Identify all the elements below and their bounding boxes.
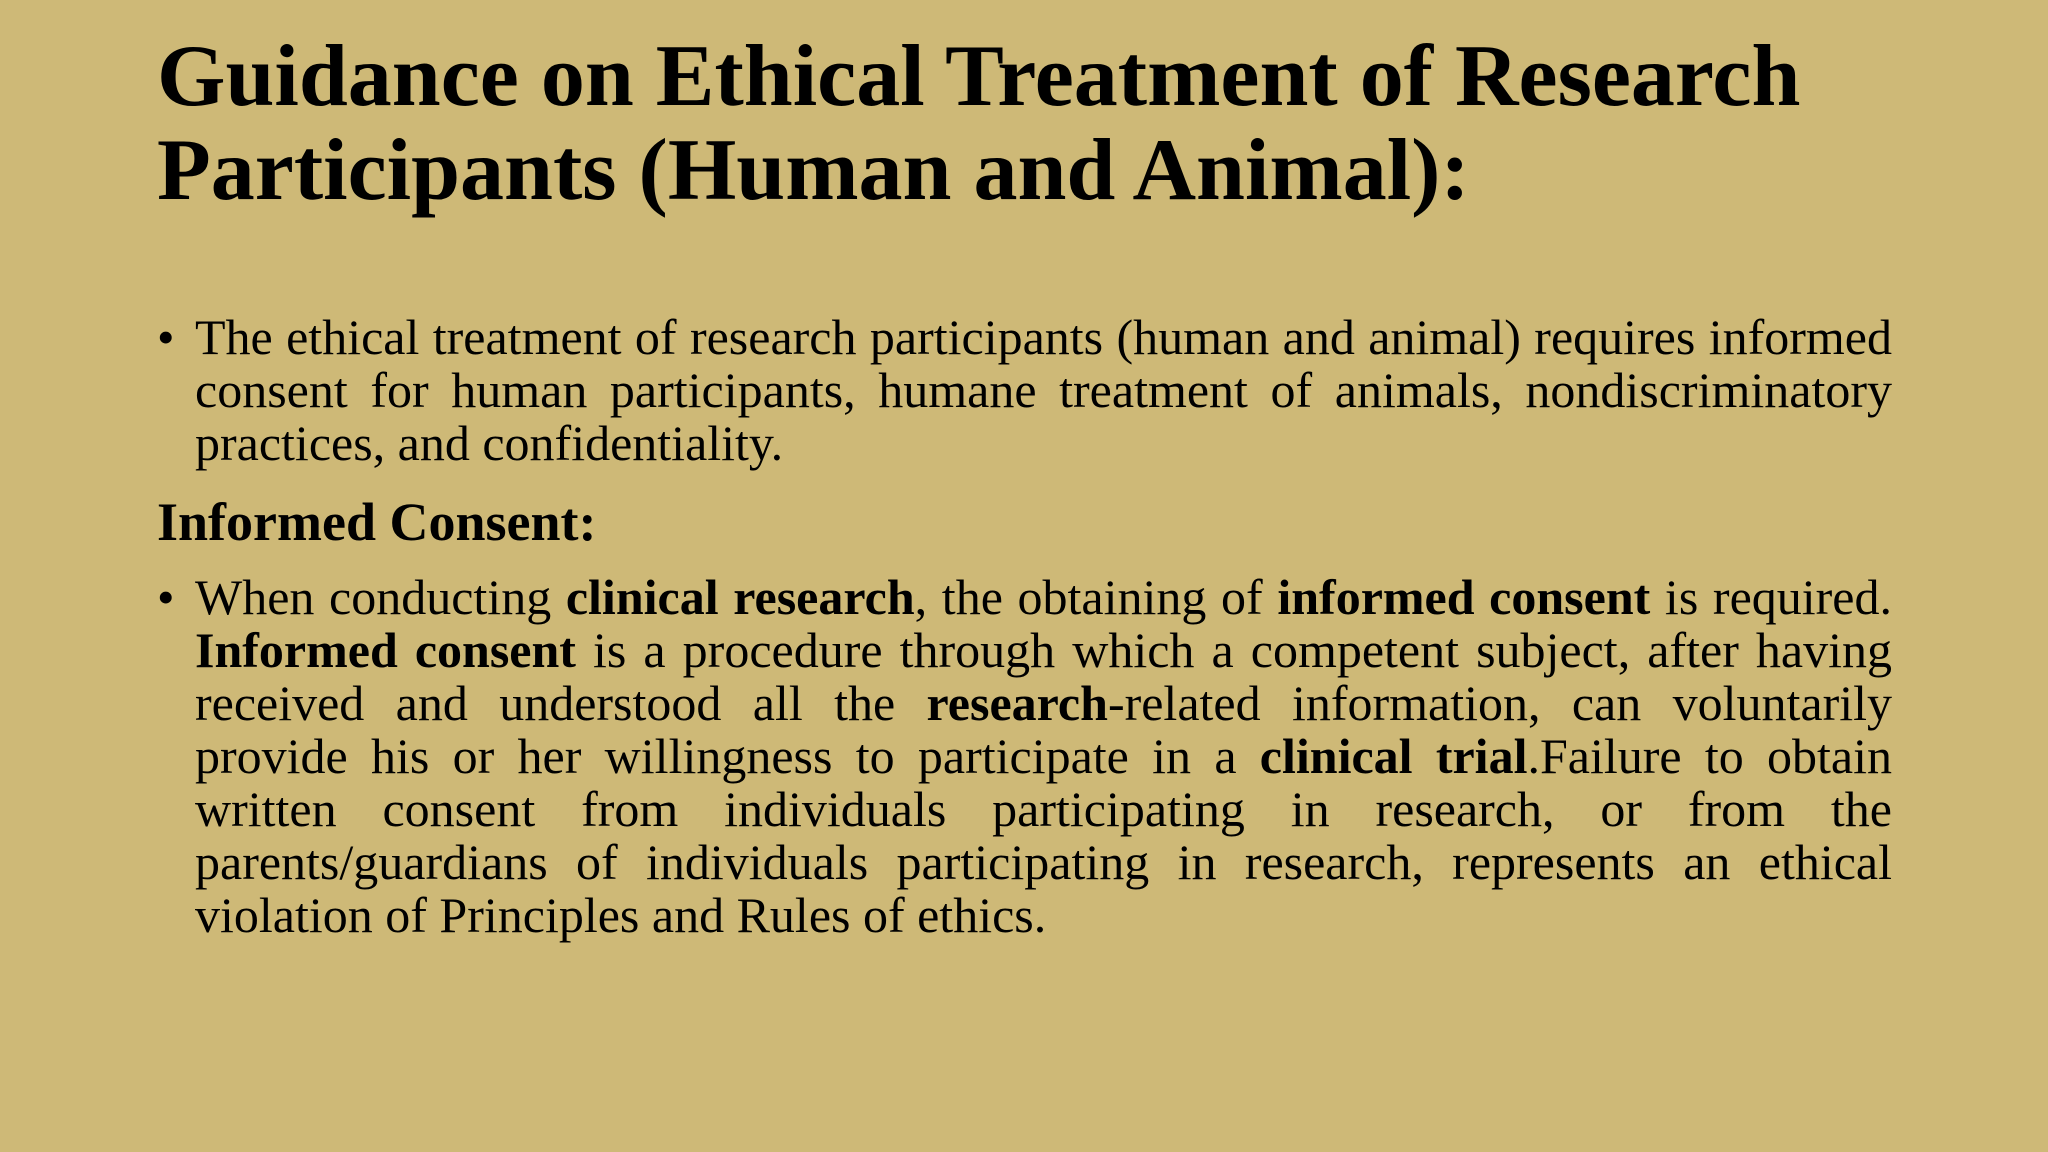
bullet-dot-icon: •: [157, 569, 175, 625]
section-heading-informed-consent: Informed Consent:: [157, 492, 597, 552]
intro-bullet-block: [157, 311, 1892, 470]
slide-title: Guidance on Ethical Treatment of Research Participants (Human and Animal):: [157, 28, 1801, 219]
consent-bullet: [157, 571, 1892, 942]
intro-bullet-text: The ethical treatment of research participants (human and animal) requires informed consent for human participants, humane treatment of animals, nondiscriminatory practices, and confidentiality.: [195, 309, 1892, 471]
consent-text-1: When conducting: [195, 569, 566, 625]
consent-text-6: .Failure to obtain written consent from individuals participating in research, or from the parents/guardians of individuals participating in research, represents an ethical violation of Principles and Rules of ethics.: [195, 728, 1893, 943]
consent-bold-informed-consent-2: Informed consent: [195, 622, 576, 678]
intro-bullet: [157, 311, 1892, 470]
bullet-dot-icon: •: [157, 309, 175, 365]
consent-text-5: -related information, can voluntarily provide his or her willingness to participate in a: [195, 675, 1893, 784]
consent-bold-clinical-research: clinical research: [565, 569, 915, 625]
consent-text-3: is required.: [1650, 569, 1893, 625]
consent-bold-clinical-trial: clinical trial: [1259, 728, 1528, 784]
consent-text-4: is a procedure through which a competent subject, after having received and understood all the: [195, 622, 1892, 731]
consent-text-2: , the obtaining of: [914, 569, 1278, 625]
consent-bold-research: research: [926, 675, 1108, 731]
consent-bold-informed-consent: informed consent: [1277, 569, 1651, 625]
consent-bullet-block: [157, 571, 1892, 942]
